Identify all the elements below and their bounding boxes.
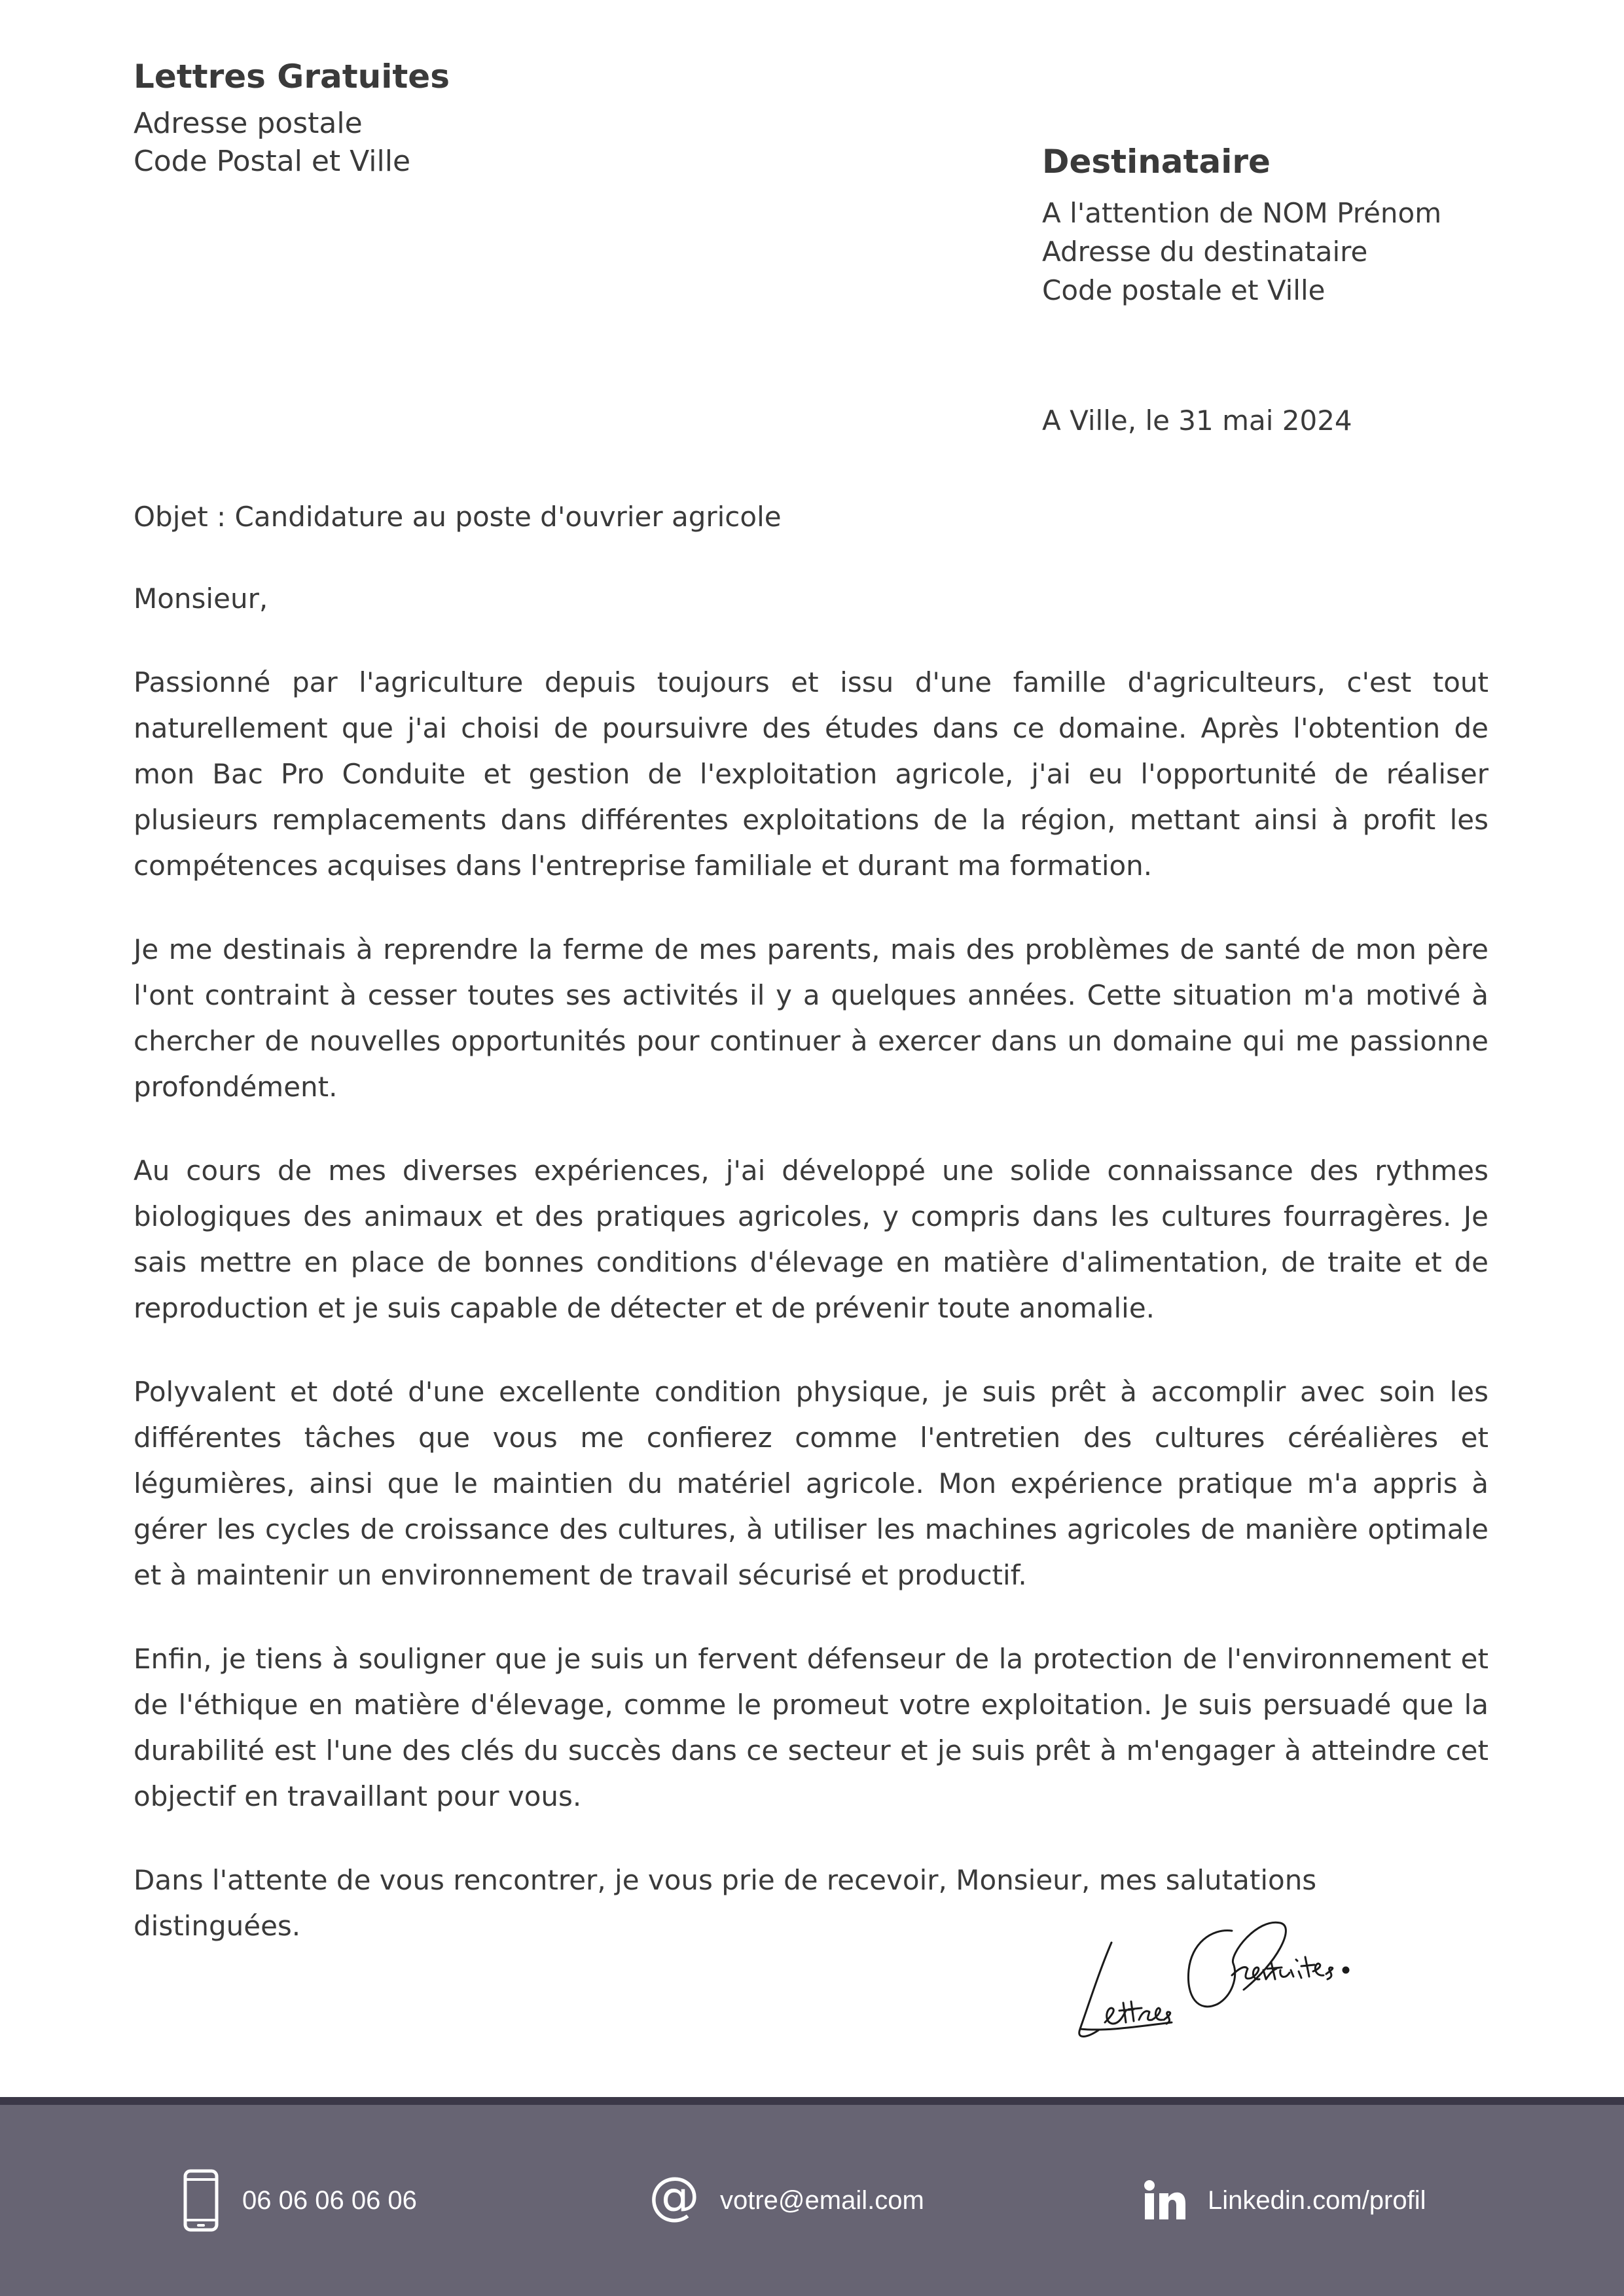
sender-city: Code Postal et Ville bbox=[134, 145, 411, 178]
recipient-attention: A l'attention de NOM Prénom bbox=[1042, 197, 1442, 229]
handwritten-signature bbox=[1060, 1892, 1447, 2062]
smartphone-icon bbox=[181, 2169, 221, 2232]
at-sign-icon: @ bbox=[649, 2167, 700, 2226]
sender-name: Lettres Gratuites bbox=[134, 58, 450, 96]
linkedin-contact[interactable] bbox=[1142, 2105, 1426, 2296]
phone-number: 06 06 06 06 06 bbox=[242, 2185, 417, 2215]
sender-address: Adresse postale bbox=[134, 107, 363, 140]
recipient-city: Code postale et Ville bbox=[1042, 274, 1326, 306]
recipient-address: Adresse du destinataire bbox=[1042, 236, 1368, 268]
linkedin-url: Linkedin.com/profil bbox=[1208, 2185, 1426, 2215]
letter-body bbox=[134, 494, 1489, 1949]
phone-contact[interactable] bbox=[181, 2105, 417, 2296]
body-paragraph: Passionné par l'agriculture depuis toujours et issu d'une famille d'agriculteurs, c'est tout naturellement que j'ai choisi de poursuivre des études dans ce domaine. Après l'obtention de mon Bac Pro Conduite et gestion de l'exploitation agricole, j'ai eu l'opportunité de réaliser plusieurs remplacements dans différentes exploitations de la région, mettant ainsi à profit les compétences acquises dans l'entreprise familiale et durant ma formation. bbox=[134, 666, 1489, 882]
recipient-block bbox=[1042, 139, 1566, 310]
email-address: votre@email.com bbox=[720, 2185, 924, 2215]
body-paragraph: Enfin, je tiens à souligner que je suis un fervent défenseur de la protection de l'environnement et de l'éthique en matière d'élevage, comme le promeut votre exploitation. Je suis persuadé que la durabilité est l'une des clés du succès dans ce secteur et je suis prêt à m'engager à atteindre cet objectif en travaillant pour vous. bbox=[134, 1643, 1489, 1812]
footer-top-border bbox=[0, 2097, 1624, 2105]
linkedin-icon bbox=[1142, 2180, 1188, 2221]
sender-block bbox=[134, 54, 854, 181]
letter-date: A Ville, le 31 mai 2024 bbox=[1042, 404, 1352, 437]
letter-subject: Objet : Candidature au poste d'ouvrier agricole bbox=[134, 501, 782, 533]
letter-salutation: Monsieur, bbox=[134, 583, 268, 615]
body-paragraph: Polyvalent et doté d'une excellente condition physique, je suis prêt à accomplir avec soin les différentes tâches que vous me confierez comme l'entretien des cultures céréalières et légumières, ainsi que le maintien du matériel agricole. Mon expérience pratique m'a appris à gérer les cycles de croissance des cultures, à utiliser les machines agricoles de manière optimale et à maintenir un environnement de travail sécurisé et productif. bbox=[134, 1376, 1489, 1591]
recipient-title: Destinataire bbox=[1042, 143, 1271, 181]
body-paragraph: Je me destinais à reprendre la ferme de mes parents, mais des problèmes de santé de mon père l'ont contraint à cesser toutes ses activités il y a quelques années. Cette situation m'a motivé à chercher de nouvelles opportunités pour continuer à exercer dans un domaine qui me passionne profondément. bbox=[134, 933, 1489, 1103]
contact-footer bbox=[0, 2105, 1624, 2296]
body-paragraph: Au cours de mes diverses expériences, j'ai développé une solide connaissance des rythmes biologiques des animaux et des pratiques agricoles, y compris dans les cultures fourragères. Je sais mettre en place de bonnes conditions d'élevage en matière d'alimentation, de traite et de reproduction et je suis capable de détecter et de prévenir toute anomalie. bbox=[134, 1155, 1489, 1324]
email-contact[interactable] bbox=[648, 2105, 924, 2296]
letter-closing: Dans l'attente de vous rencontrer, je vous prie de recevoir, Monsieur, mes salutations distinguées. bbox=[134, 1864, 1317, 1942]
